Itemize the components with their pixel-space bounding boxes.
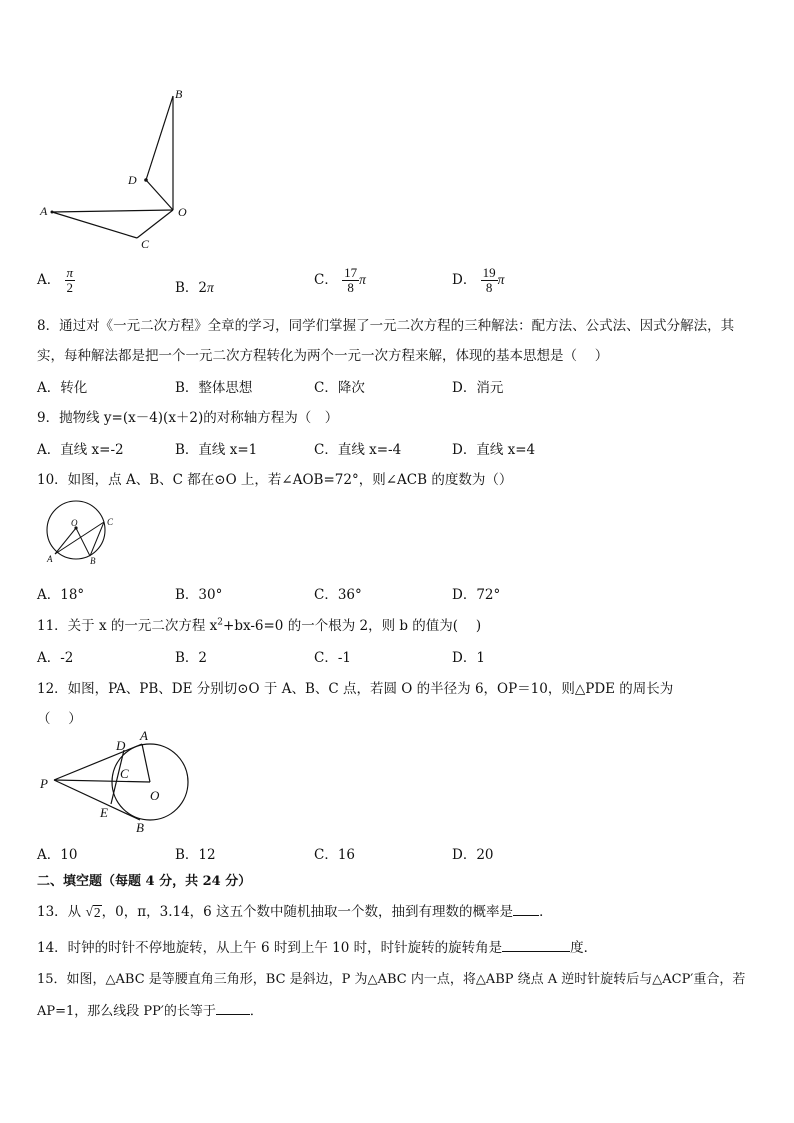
q8-option-c: C．降次 xyxy=(314,380,365,396)
label-a: A xyxy=(40,204,48,218)
q8-option-a: A．转化 xyxy=(37,380,88,396)
q8-option-d: D．消元 xyxy=(452,380,504,396)
label-c: C xyxy=(120,766,129,781)
label-e: E xyxy=(100,805,108,820)
q11-option-a: A．-2 xyxy=(37,650,74,666)
q12-option-a: A．10 xyxy=(37,847,78,863)
label-b: B xyxy=(175,87,183,101)
q10-option-d: D．72° xyxy=(452,587,501,603)
label-c: C xyxy=(107,517,114,527)
fraction: $\frac{19}{8}$ xyxy=(482,265,496,295)
q7-option-b: B．2π xyxy=(175,280,214,296)
q12-line-2: （ ） xyxy=(37,711,82,727)
label-o: O xyxy=(150,788,160,803)
q11-stem: 11．关于 x 的一元二次方程 $x^2+bx-6=0$ 的一个根为 2，则 b 的值为( ) xyxy=(37,617,482,634)
label-b: B xyxy=(136,820,144,835)
label-a: A xyxy=(140,730,148,743)
q7-option-c: C． $\frac{17}{8}$ π xyxy=(314,265,366,295)
q10-option-b: B．30° xyxy=(175,587,223,603)
q8-line-1: 8．通过对《一元二次方程》全章的学习，同学们掌握了一元二次方程的三种解法：配方法、公式法、因式分解法，其 xyxy=(37,318,735,334)
q9-stem: 9．抛物线 y=(x－4)(x＋2)的对称轴方程为（ ） xyxy=(37,410,339,426)
q15-line-1: 15．如图，△ABC 是等腰直角三角形，BC 是斜边，P 为△ABC 内一点，将△ABP 绕点 A 逆时针旋转后与△ACP′重合，若 xyxy=(37,972,746,987)
q8-option-b: B．整体思想 xyxy=(175,380,253,396)
q9-option-c: C．直线 x=-4 xyxy=(314,442,402,458)
label-p: P xyxy=(40,776,48,791)
q10-stem: 10．如图，点 A、B、C 都在⊙O 上，若∠AOB=72°，则∠ACB 的度数为（） xyxy=(37,472,513,488)
q7-option-a: A． $\frac{\pi}{2}$ xyxy=(37,265,74,295)
figure-q12 xyxy=(36,730,196,838)
q9-option-d: D．直线 x=4 xyxy=(452,442,536,458)
figure-q10 xyxy=(38,500,128,568)
label-o: O xyxy=(71,518,78,528)
q12-option-c: C．16 xyxy=(314,847,356,863)
label-c: C xyxy=(141,237,150,251)
answer-blank[interactable] xyxy=(513,903,539,916)
q11-option-b: B．2 xyxy=(175,650,208,666)
q8-line-2: 实，每种解法都是把一个一元二次方程转化为两个一元一次方程来解，体现的基本思想是（ ） xyxy=(37,348,609,364)
label-d: D xyxy=(128,173,137,187)
q9-option-a: A．直线 x=-2 xyxy=(37,442,124,458)
q13-stem: 13．从 √ 2 ，0，π，3.14，6 这五个数中随机抽取一个数，抽到有理数的概率是 ． xyxy=(37,904,553,920)
q14-stem: 14．时钟的时针不停地旋转，从上午 6 时到上午 10 时，时针旋转的旋转角是 度． xyxy=(37,940,598,956)
sqrt-symbol: √ 2 xyxy=(85,904,101,920)
q10-option-a: A．18° xyxy=(37,587,85,603)
q11-option-d: D．1 xyxy=(452,650,485,666)
answer-blank[interactable] xyxy=(502,939,570,952)
q9-option-b: B．直线 x=1 xyxy=(175,442,258,458)
label-a: A xyxy=(47,554,53,564)
q12-line-1: 12．如图，PA、PB、DE 分别切⊙O 于 A、B、C 点，若圆 O 的半径为 6，OP＝10，则△PDE 的周长为 xyxy=(37,681,674,697)
label-o: O xyxy=(178,205,187,219)
q7-option-d: D． $\frac{19}{8}$ π xyxy=(452,265,505,295)
q15-line-2: AP=1，那么线段 PP′的长等于 ． xyxy=(37,1004,263,1019)
section-2-title: 二、填空题（每题 4 分，共 24 分） xyxy=(37,874,252,889)
label-b: B xyxy=(90,556,96,566)
answer-blank[interactable] xyxy=(216,1002,250,1015)
label-d: D xyxy=(116,738,126,753)
q12-option-b: B．12 xyxy=(175,847,216,863)
fraction: $\frac{\pi}{2}$ xyxy=(66,265,74,295)
figure-q7 xyxy=(30,80,200,255)
q10-option-c: C．36° xyxy=(314,587,362,603)
q11-option-c: C．-1 xyxy=(314,650,351,666)
q12-option-d: D．20 xyxy=(452,847,494,863)
fraction: $\frac{17}{8}$ xyxy=(344,265,358,295)
